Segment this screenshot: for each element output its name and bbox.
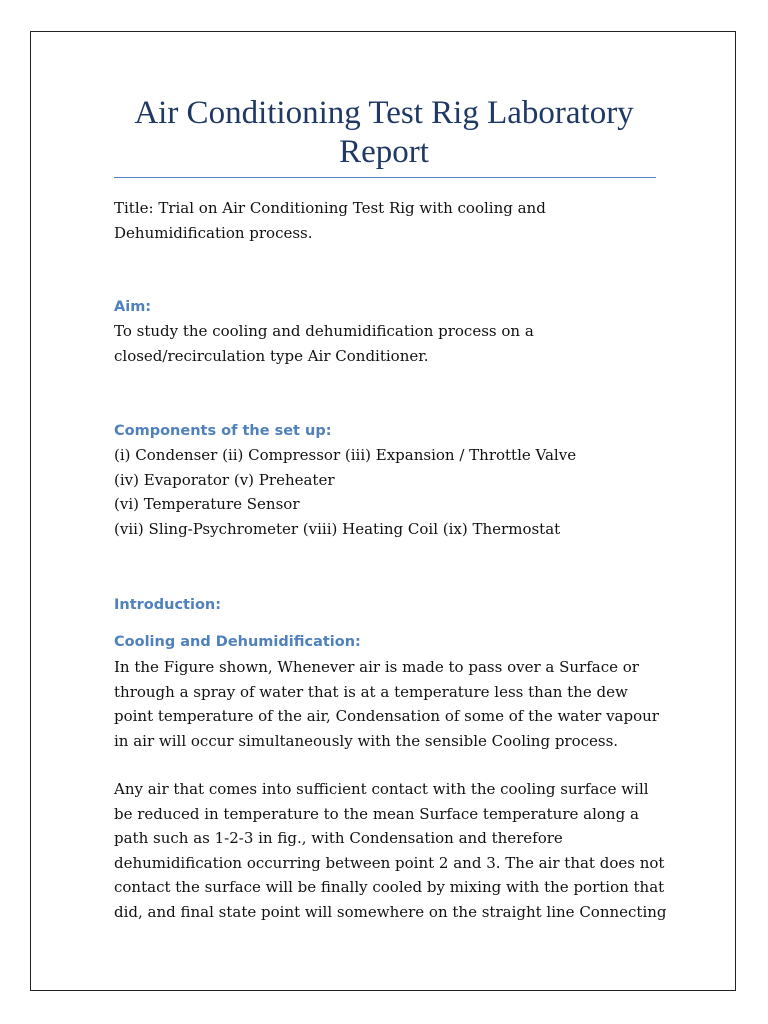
paragraph-line: did, and final state point will somewhere on the straight line Connecting xyxy=(114,902,667,921)
component-line: (vii) Sling-Psychrometer (viii) Heating Coil (ix) Thermostat xyxy=(114,519,561,538)
cooling-paragraph-2 xyxy=(114,777,667,924)
components-heading: Components of the set up: xyxy=(114,423,332,439)
components-list xyxy=(114,443,659,541)
paragraph-line: be reduced in temperature to the mean Surface temperature along a xyxy=(114,804,639,823)
component-line: (vi) Temperature Sensor xyxy=(114,495,300,513)
cooling-heading: Cooling and Dehumidification: xyxy=(114,634,361,650)
paragraph-line: dehumidification occurring between point 2 and 3. The air that does not xyxy=(114,853,665,872)
subject-line: Dehumidification process. xyxy=(114,223,313,242)
aim-heading: Aim: xyxy=(114,299,152,315)
report-subject xyxy=(114,196,659,245)
paragraph-line: In the Figure shown, Whenever air is made to pass over a Surface or xyxy=(114,658,639,676)
cooling-paragraph-1 xyxy=(114,655,659,753)
aim-text xyxy=(114,319,659,368)
paragraph-line: contact the surface will be finally cooled by mixing with the portion that xyxy=(114,878,665,896)
aim-line: closed/recirculation type Air Conditioner. xyxy=(114,346,429,365)
aim-line: To study the cooling and dehumidification process on a xyxy=(114,322,534,340)
paragraph-line: point temperature of the air, Condensation of some of the water vapour xyxy=(114,707,659,725)
subject-line: Title: Trial on Air Conditioning Test Rig with cooling and xyxy=(114,199,546,217)
component-line: (iv) Evaporator (v) Preheater xyxy=(114,470,335,489)
report-title: Air Conditioning Test Rig Laboratory Report xyxy=(134,95,634,170)
document-page xyxy=(30,31,736,991)
title-underline xyxy=(114,177,656,178)
component-line: (i) Condenser (ii) Compressor (iii) Expansion / Throttle Valve xyxy=(114,446,577,464)
paragraph-line: path such as 1-2-3 in fig., with Condensation and therefore xyxy=(114,829,563,847)
paragraph-line: through a spray of water that is at a temperature less than the dew xyxy=(114,682,628,701)
introduction-heading: Introduction: xyxy=(114,597,222,613)
paragraph-line: in air will occur simultaneously with the sensible Cooling process. xyxy=(114,731,619,750)
paragraph-line: Any air that comes into sufficient contact with the cooling surface will xyxy=(114,780,649,798)
